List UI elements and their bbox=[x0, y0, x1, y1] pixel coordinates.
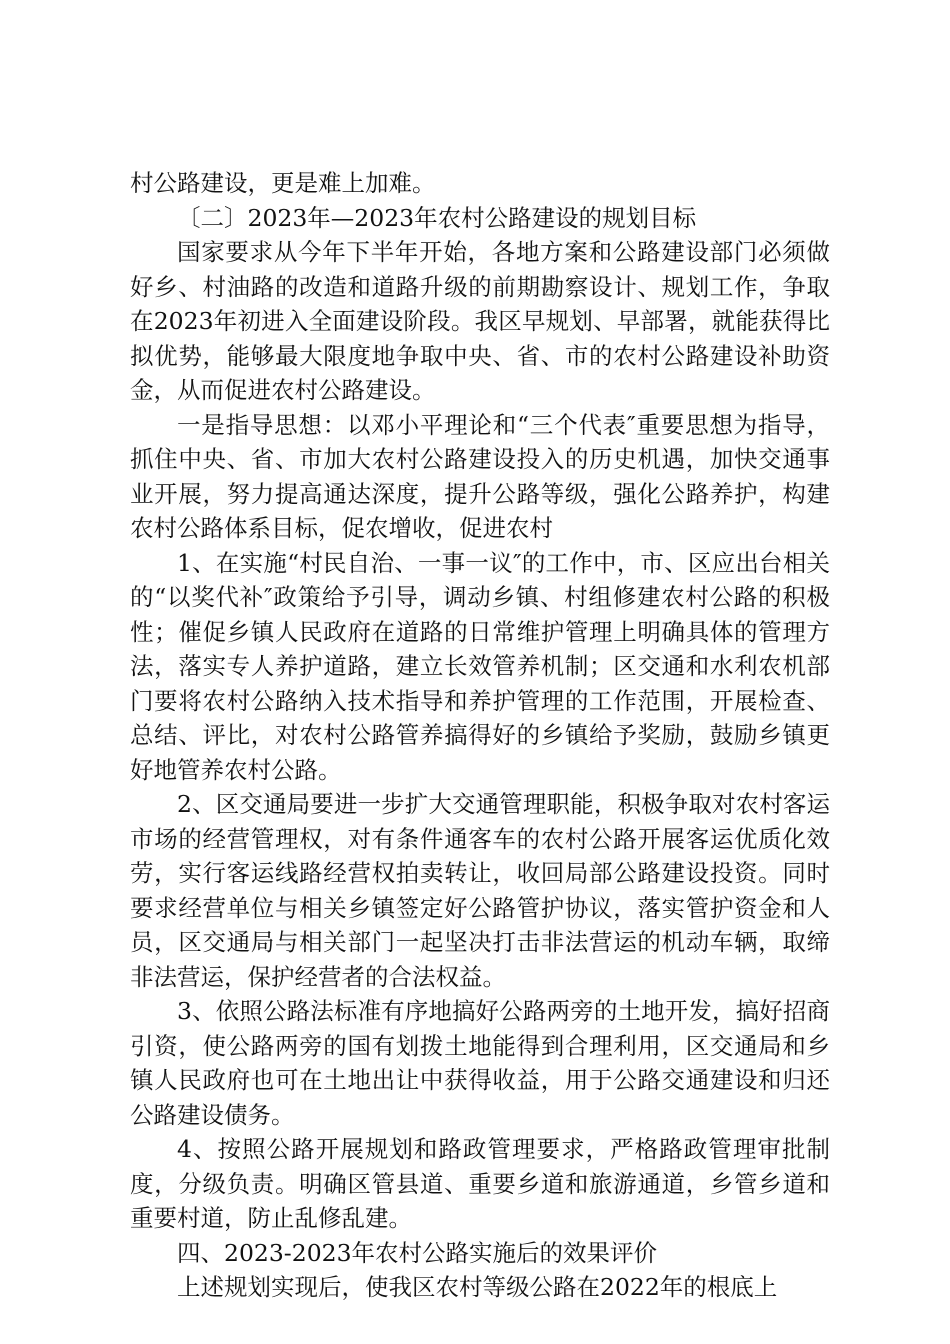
paragraph-guiding-ideology: 一是指导思想：以邓小平理论和“三个代表″重要思想为指导，抓住中央、省、市加大农村公路建设投入的历史机遇，加快交通事业开展，努力提高通达深度，提升公路等级，强化公路养护，构建农村公路体系目标，促农增收，促进农村 bbox=[130, 410, 830, 542]
paragraph-evaluation-start: 上述规划实现后，使我区农村等级公路在2022年的根底上 bbox=[177, 1273, 778, 1301]
paragraph-item-3: 3、依照公路法标准有序地搞好公路两旁的土地开发，搞好招商引资，使公路两旁的国有划拨土地能得到合理利用，区交通局和乡镇人民政府也可在土地出让中获得收益，用于公路交通建设和归还公路建设债务。 bbox=[130, 997, 830, 1129]
section-heading-evaluation: 四、2023-2023年农村公路实施后的效果评价 bbox=[177, 1238, 658, 1267]
paragraph-continuation: 村公路建设，更是难上加难。 bbox=[130, 169, 436, 197]
paragraph-item-1: 1、在实施“村民自治、一事一议″的工作中，市、区应出台相关的“以奖代补″政策给予引导，调动乡镇、村组修建农村公路的积极性；催促乡镇人民政府在道路的日常维护管理上明确具体的管理方法，落实专人养护道路，建立长效管养机制；区交通和水利农机部门要将农村公路纳入技术指导和养护管理的工作范围，开展检查、总结、评比，对农村公路管养搞得好的乡镇给予奖励，鼓励乡镇更好地管养农村公路。 bbox=[130, 548, 830, 784]
paragraph-item-4: 4、按照公路开展规划和路政管理要求，严格路政管理审批制度，分级负责。明确区管县道、重要乡道和旅游通道，乡管乡道和重要村道，防止乱修乱建。 bbox=[130, 1135, 830, 1232]
section-heading-planning-goals: 〔二〕2023年—2023年农村公路建设的规划目标 bbox=[177, 203, 697, 232]
document-body bbox=[130, 166, 830, 1305]
paragraph-national-requirement: 国家要求从今年下半年开始，各地方案和公路建设部门必须做好乡、村油路的改造和道路升级的前期勘察设计、规划工作，争取在2023年初进入全面建设阶段。我区早规划、早部署，就能获得比拟优势，能够最大限度地争取中央、省、市的农村公路建设补助资金，从而促进农村公路建设。 bbox=[130, 238, 830, 404]
paragraph-item-2: 2、区交通局要进一步扩大交通管理职能，积极争取对农村客运市场的经营管理权，对有条件通客车的农村公路开展客运优质化效劳，实行客运线路经营权拍卖转让，收回局部公路建设投资。同时要求经营单位与相关乡镇签定好公路管护协议，落实管护资金和人员，区交通局与相关部门一起坚决打击非法营运的机动车辆，取缔非法营运，保护经营者的合法权益。 bbox=[130, 790, 830, 991]
